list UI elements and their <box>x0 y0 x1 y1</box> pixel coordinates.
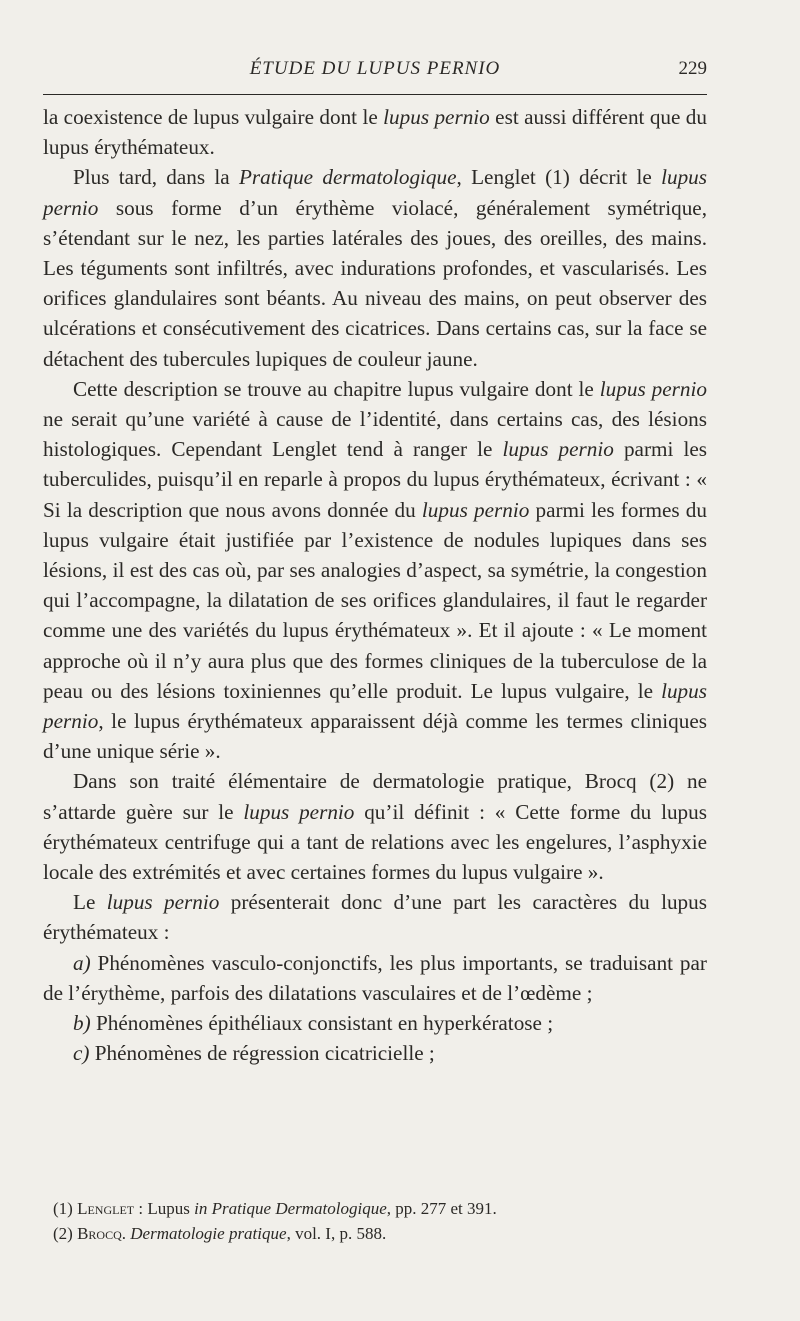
page-number: 229 <box>678 58 707 79</box>
paragraph-4: Dans son traité élémentaire de dermatologie pratique, Brocq (2) ne s’attarde guère sur le lupus pernio qu’il définit : « Cette forme du lupus érythémateux centrifuge qui a tant de relations avec les engelures, l’asphyxie locale des extrémités et avec certaines formes du lupus vulgaire ». <box>43 769 707 885</box>
paragraph-5: Le lupus pernio présenterait donc d’une part les caractères du lupus érythémateux : <box>43 890 707 945</box>
list-item-b: b) Phénomènes épithéliaux consistant en hyperkératose ; <box>73 1011 554 1036</box>
paragraph-1: la coexistence de lupus vulgaire dont le lupus pernio est aussi différent que du lupus érythémateux. <box>43 105 707 160</box>
footnote-1: (1) Lenglet : Lupus in Pratique Dermatologique, pp. 277 et 391. <box>53 1199 497 1218</box>
paragraph-3: Cette description se trouve au chapitre lupus vulgaire dont le lupus pernio ne serait qu’une variété à cause de l’identité, dans certains cas, des lésions histologiques. Cependant Lenglet tend à ranger le lupus pernio parmi les tuberculides, puisqu’il en reparle à propos du lupus érythémateux, écrivant : « Si la description que nous avons donnée du lupus pernio parmi les formes du lupus vulgaire était justifiée par l’existence de nodules lupiques dans ses lésions, il est des cas où, par ses analogies d’aspect, sa symétrie, la congestion qui l’accompagne, la dilatation de ses orifices glandulaires, il faut le regarder comme une des variétés du lupus érythémateux ». Et il ajoute : « Le moment approche où il n’y aura plus que des formes cliniques de la tuberculose de la peau ou des lésions toxiniennes qu’elle produit. Le lupus vulgaire, le lupus pernio, le lupus érythémateux apparaissent déjà comme les termes cliniques d’une unique série ». <box>43 376 707 764</box>
running-head <box>43 56 707 82</box>
body-text <box>43 102 707 1069</box>
running-title: ÉTUDE DU LUPUS PERNIO <box>249 58 501 79</box>
footnote-2: (2) Brocq. Dermatologie pratique, vol. I, p. 588. <box>53 1224 387 1243</box>
list-item-c: c) Phénomènes de régression cicatricielle ; <box>73 1041 435 1066</box>
list-item-a: a) Phénomènes vasculo-conjonctifs, les plus importants, se traduisant par de l’érythème, parfois des dilatations vasculaires et de l’œdème ; <box>43 950 707 1005</box>
footnotes <box>43 1196 707 1246</box>
paragraph-2: Plus tard, dans la Pratique dermatologique, Lenglet (1) décrit le lupus pernio sous forme d’un érythème violacé, généralement symétrique, s’étendant sur le nez, les parties latérales des joues, des oreilles, des mains. Les téguments sont infiltrés, avec indurations profondes, et vascularisés. Les orifices glandulaires sont béants. Au niveau des mains, on peut observer des ulcérations et consécutivement des cicatrices. Dans certains cas, sur la face se détachent des tubercules lupiques de couleur jaune. <box>43 165 708 371</box>
header-rule <box>43 94 707 95</box>
